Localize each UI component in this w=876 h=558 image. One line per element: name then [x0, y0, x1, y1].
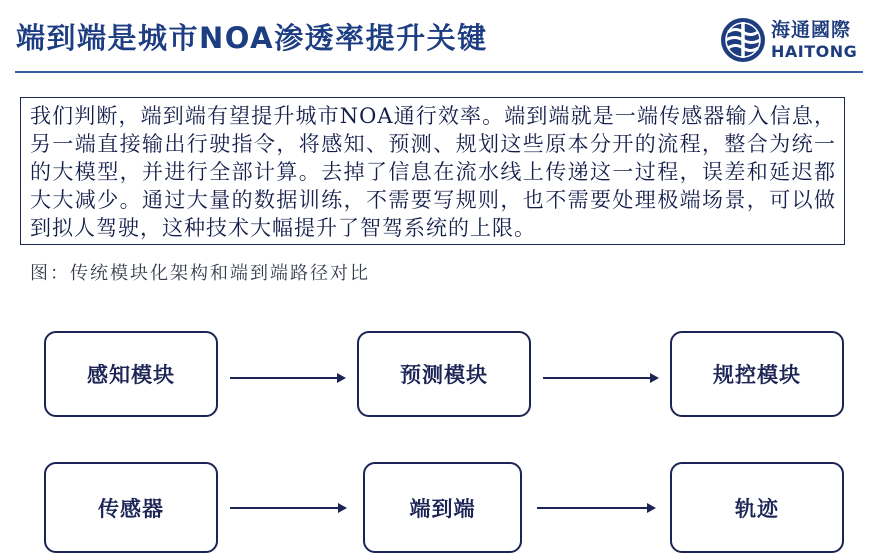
node-label: 预测模块 [400, 363, 488, 387]
diagram-node [670, 462, 844, 553]
flow-arrow [543, 377, 656, 379]
node-label: 规控模块 [713, 363, 801, 387]
node-label: 轨迹 [735, 496, 779, 521]
arrow-head-icon [337, 373, 346, 383]
arrow-head-icon [650, 373, 659, 383]
brand-logo [720, 17, 860, 65]
title-divider [15, 71, 863, 73]
node-label: 感知模块 [87, 363, 175, 387]
diagram-node [670, 331, 844, 417]
flow-arrow [537, 507, 653, 509]
brand-name-en: HAITONG [771, 42, 858, 61]
flow-arrow [230, 507, 344, 509]
summary-box [20, 97, 845, 245]
haitong-logo-icon [720, 17, 766, 63]
figure-caption: 图：传统模块化架构和端到端路径对比 [30, 263, 370, 284]
summary-text: 我们判断，端到端有望提升城市NOA通行效率。端到端就是一端传感器输入信息，另一端直接输出行驶指令，将感知、预测、规划这些原本分开的流程，整合为统一的大模型，并进行全部计算。去掉了信息在流水线上传递这一过程，误差和延迟都大大减少。通过大量的数据训练，不需要写规则，也不需要处理极端场景，可以做到拟人驾驶，这种技术大幅提升了智驾系统的上限。 [30, 104, 836, 240]
diagram-node [44, 331, 218, 417]
slide-title: 端到端是城市NOA渗透率提升关键 [16, 21, 488, 55]
diagram-node [44, 462, 218, 553]
diagram-node [363, 462, 522, 553]
flow-arrow [230, 377, 343, 379]
diagram-node [357, 331, 531, 417]
arrow-head-icon [647, 503, 656, 513]
node-label: 传感器 [98, 496, 164, 521]
node-label: 端到端 [409, 496, 476, 521]
arrow-head-icon [338, 503, 347, 513]
brand-name-cn: 海通國際 [771, 19, 852, 41]
